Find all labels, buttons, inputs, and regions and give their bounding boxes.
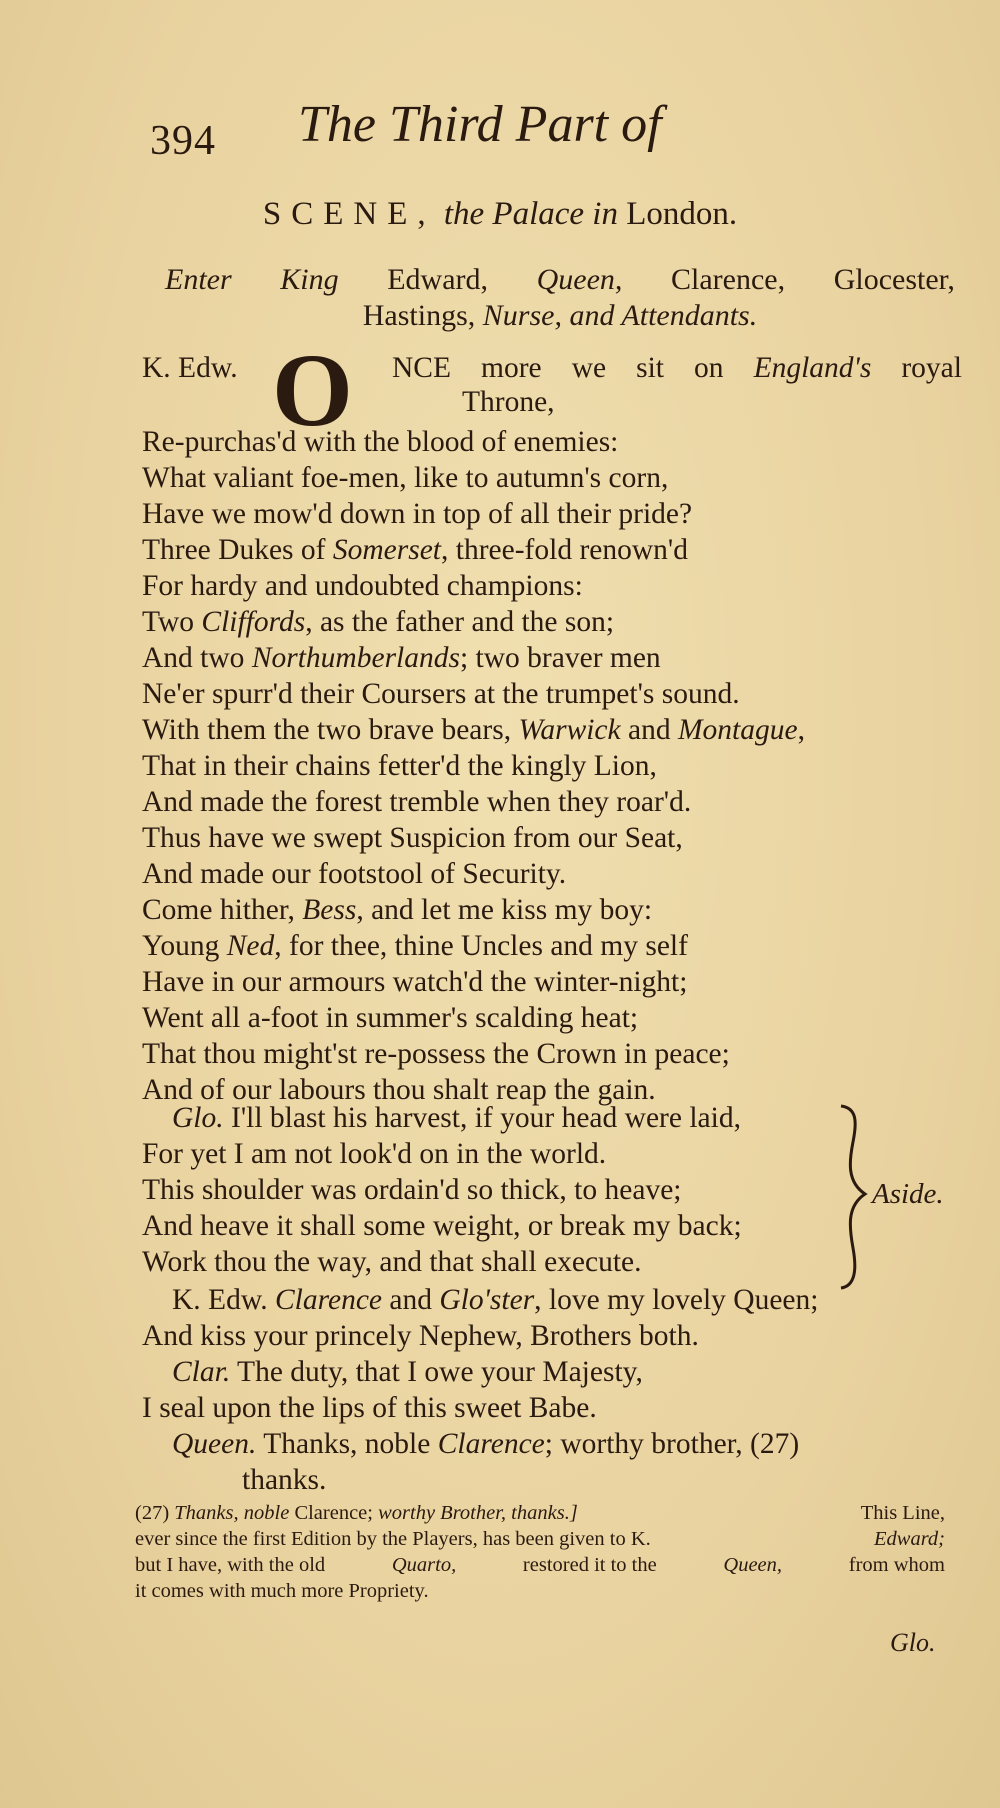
- verse-line: And made our footstool of Security.: [142, 858, 567, 890]
- verse-line: That thou might'st re-possess the Crown in peace;: [142, 1038, 730, 1070]
- stage-direction-line-1: [165, 262, 955, 298]
- speaker-k-edw: K. Edw.: [142, 352, 238, 384]
- opening-word: NCE: [392, 352, 451, 384]
- text: And two: [142, 642, 252, 674]
- text: worthy Brother, thanks.]: [378, 1502, 578, 1524]
- text: Edward;: [874, 1528, 945, 1550]
- verse-line: [142, 640, 962, 676]
- running-head: [150, 95, 800, 165]
- verse-line: Thus have we swept Suspicion from our Seat,: [142, 822, 683, 854]
- text: ever since the first Edition by the Players, has been given to K.: [135, 1528, 651, 1550]
- text: and: [620, 714, 678, 746]
- scene-description: the Palace in: [443, 196, 618, 232]
- proper-name: Montague: [677, 714, 798, 746]
- text: The duty, that I owe your Majesty,: [230, 1356, 643, 1388]
- closing-speeches: [142, 1282, 962, 1498]
- stage-direction: [165, 262, 955, 334]
- catchword: Glo.: [890, 1628, 936, 1657]
- verse-line: And kiss your princely Nephew, Brothers both.: [142, 1320, 699, 1352]
- footnote: [135, 1500, 945, 1604]
- verse-line: [142, 712, 962, 748]
- proper-name: Northumberlands: [251, 642, 460, 674]
- text: and: [382, 1284, 440, 1316]
- text: , love my lovely Queen;: [534, 1284, 819, 1316]
- character-hastings: Hastings,: [362, 299, 476, 332]
- text: Thanks, noble: [256, 1428, 438, 1460]
- verse-line: That in their chains fetter'd the kingly Lion,: [142, 750, 657, 782]
- verse-line: [142, 892, 962, 928]
- text: Work thou the way, and that shall execute.: [142, 1246, 642, 1278]
- text: , for thee, thine Uncles and my self: [274, 930, 688, 962]
- text: , as the father and the son;: [305, 606, 615, 638]
- stage-direction-word: King: [280, 263, 339, 296]
- text: but I have, with the old: [135, 1554, 326, 1576]
- text: I'll blast his harvest, if your head were laid,: [231, 1102, 741, 1134]
- text: , and let me kiss my boy:: [356, 894, 653, 926]
- footnote-line: [135, 1500, 945, 1526]
- scene-label: SCENE,: [262, 196, 436, 232]
- verse-line: And made the forest tremble when they roar'd.: [142, 786, 692, 818]
- text: Queen,: [723, 1554, 783, 1576]
- text: Two: [142, 606, 202, 638]
- text: Three Dukes of: [142, 534, 333, 566]
- text: Quarto,: [391, 1554, 457, 1576]
- verse-line: [142, 1426, 962, 1462]
- text: , three-fold renown'd: [441, 534, 688, 566]
- verse-line: I seal upon the lips of this sweet Babe.: [142, 1392, 597, 1424]
- stage-direction-word: Clarence,: [670, 263, 786, 296]
- footnote-marker: (27): [135, 1502, 170, 1524]
- name-clarence: Clarence: [274, 1284, 383, 1316]
- running-title: The Third Part of: [298, 96, 662, 153]
- aside-label: Aside.: [872, 1178, 944, 1210]
- verse-line: [142, 1354, 962, 1390]
- speaker-queen: Queen.: [172, 1428, 257, 1460]
- text: ; two braver men: [459, 642, 661, 674]
- name-clarence: Clarence: [437, 1428, 545, 1460]
- opening-first-line: [392, 352, 962, 385]
- page-number: 394: [150, 118, 216, 164]
- stage-direction-word: Enter: [165, 263, 232, 296]
- verse-line: thanks.: [242, 1464, 327, 1496]
- text: Come hither,: [142, 894, 303, 926]
- opening-word: royal: [901, 352, 962, 384]
- text: This shoulder was ordain'd so thick, to heave;: [142, 1174, 682, 1206]
- verse-line: Re-purchas'd with the blood of enemies:: [142, 426, 619, 458]
- text: Young: [142, 930, 227, 962]
- verse-line: [142, 604, 962, 640]
- text: ; worthy brother, (27): [544, 1428, 800, 1460]
- text: And heave it shall some weight, or break my back;: [142, 1210, 742, 1242]
- opening-word: more: [481, 352, 542, 384]
- verse-line: [142, 928, 962, 964]
- text: For yet I am not look'd on in the world.: [142, 1138, 607, 1170]
- scene-place: London.: [626, 196, 738, 232]
- verse-line: [142, 1282, 962, 1318]
- stage-direction-word: Queen,: [536, 263, 623, 296]
- proper-name: Cliffords: [201, 606, 306, 638]
- proper-name: Somerset: [332, 534, 442, 566]
- verse-line: Have in our armours watch'd the winter-night;: [142, 966, 688, 998]
- verse-block: [142, 424, 962, 1108]
- proper-name: Ned: [226, 930, 275, 962]
- proper-name: Warwick: [518, 714, 621, 746]
- verse-line: Have we mow'd down in top of all their pride?: [142, 498, 693, 530]
- scene-heading: [0, 196, 1000, 233]
- stage-direction-word: Edward,: [387, 263, 488, 296]
- verse-line: Went all a-foot in summer's scalding heat;: [142, 1002, 639, 1034]
- footnote-line: it comes with much more Propriety.: [135, 1580, 429, 1602]
- footnote-line: [135, 1526, 945, 1552]
- text: ,: [797, 714, 805, 746]
- opening-word: on: [694, 352, 724, 384]
- verse-line: And of our labours thou shalt reap the gain.: [142, 1074, 656, 1106]
- text: Thanks, noble: [174, 1502, 290, 1524]
- proper-name: Bess: [302, 894, 357, 926]
- character-nurse: Nurse,: [482, 299, 562, 332]
- text: Clarence;: [294, 1502, 373, 1524]
- stage-direction-word: Glocester,: [833, 263, 955, 296]
- text: from whom: [848, 1554, 945, 1576]
- speaker-clar: Clar.: [172, 1356, 231, 1388]
- text: With them the two brave bears,: [142, 714, 519, 746]
- stage-direction-line-2: [165, 298, 955, 334]
- speaker-glo: Glo.: [172, 1102, 224, 1134]
- opening-word: sit: [636, 352, 664, 384]
- text: restored it to the: [522, 1554, 657, 1576]
- opening-word: we: [571, 352, 607, 384]
- name-glocester: Glo'ster: [439, 1284, 535, 1316]
- footnote-line: [135, 1552, 945, 1578]
- verse-line: For hardy and undoubted champions:: [142, 570, 583, 602]
- aside-brace: [835, 1102, 875, 1292]
- opening-word: England's: [753, 352, 872, 384]
- speaker-k-edw: K. Edw.: [172, 1284, 268, 1316]
- text: This Line,: [860, 1502, 945, 1524]
- verse-line: [142, 532, 962, 568]
- attendants: and Attendants.: [569, 299, 758, 332]
- opening-continuation: Throne,: [462, 386, 555, 418]
- verse-line: Ne'er spurr'd their Coursers at the trumpet's sound.: [142, 678, 740, 710]
- drop-cap: O: [272, 333, 353, 448]
- verse-line: What valiant foe-men, like to autumn's corn,: [142, 462, 669, 494]
